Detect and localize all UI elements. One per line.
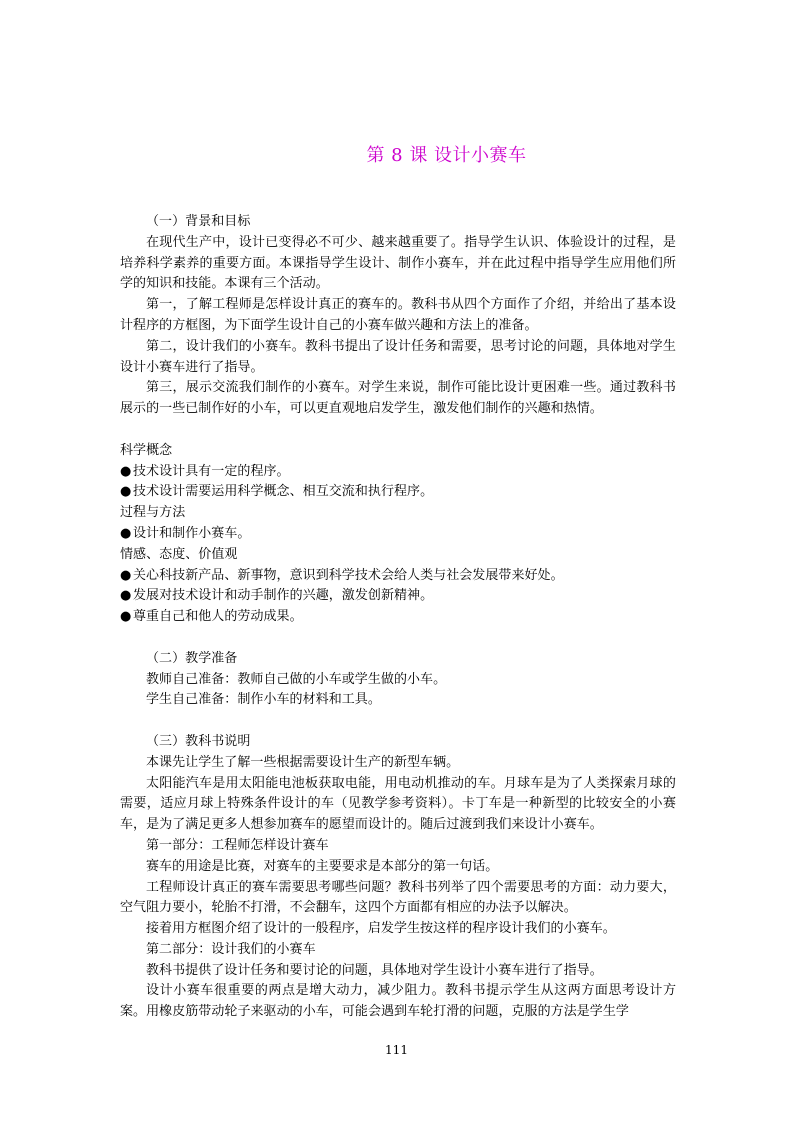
section-heading-preparation: （二）教学准备 bbox=[146, 650, 238, 666]
spacer bbox=[120, 711, 676, 732]
document-body bbox=[120, 212, 676, 1023]
page-number: 111 bbox=[385, 1043, 408, 1057]
textbook-paragraph-7: 设计小赛车很重要的两点是增大动力，减少阻力。教科书提示学生从这两方面思考设计方案。用橡皮筋带动轮子来驱动的小车，可能会遇到车轮打滑的问题，克服的方法是学生学 bbox=[120, 983, 676, 1020]
preparation-teacher: 教师自己准备：教师自己做的小车或学生做的小车。 bbox=[146, 671, 447, 687]
goal-item bbox=[120, 607, 676, 628]
page-title-text: 第 8 课 设计小赛车 bbox=[366, 145, 527, 166]
goal-heading-process-methods: 过程与方法 bbox=[120, 505, 186, 521]
goal-item bbox=[120, 482, 676, 503]
section-heading-textbook: （三）教科书说明 bbox=[146, 733, 251, 749]
bullet-icon: ● bbox=[120, 463, 132, 479]
page-title bbox=[0, 143, 793, 169]
preparation-student: 学生自己准备：制作小车的材料和工具。 bbox=[146, 692, 381, 708]
textbook-paragraph-5: 接着用方框图介绍了设计的一般程序，启发学生按这样的程序设计我们的小赛车。 bbox=[146, 921, 616, 937]
textbook-part-1-heading: 第一部分：工程师怎样设计赛车 bbox=[146, 837, 329, 853]
goal-item bbox=[120, 462, 676, 483]
textbook-paragraph-6: 教科书提供了设计任务和要讨论的问题，具体地对学生设计小赛车进行了指导。 bbox=[146, 962, 603, 978]
section-heading-background: （一）背景和目标 bbox=[146, 214, 251, 229]
background-paragraph-2: 第一，了解工程师是怎样设计真正的赛车的。教科书从四个方面作了介绍，并给出了基本设计程序的方框图，为下面学生设计自己的小赛车做兴趣和方法上的准备。 bbox=[120, 297, 676, 333]
bullet-icon: ● bbox=[120, 567, 132, 583]
goal-item-text: 尊重自己和他人的劳动成果。 bbox=[133, 609, 303, 625]
background-paragraph-1: 在现代生产中，设计已变得必不可少、越来越重要了。指导学生认识、体验设计的过程，是培养科学素养的重要方面。本课指导学生设计、制作小赛车，并在此过程中指导学生应用他们所学的知识和技能。本课有三个活动。 bbox=[120, 234, 676, 292]
textbook-paragraph-4: 工程师设计真正的赛车需要思考哪些问题？教科书列举了四个需要思考的方面：动力要大，空气阻力要小，轮胎不打滑，不会翻车，这四个方面都有相应的办法予以解决。 bbox=[120, 879, 676, 916]
textbook-paragraph-3: 赛车的用途是比赛，对赛车的主要要求是本部分的第一句话。 bbox=[146, 858, 499, 874]
textbook-part-2-heading: 第二部分：设计我们的小赛车 bbox=[146, 941, 316, 957]
goal-item-text: 技术设计具有一定的程序。 bbox=[133, 463, 290, 479]
goal-item bbox=[120, 586, 676, 607]
goal-item bbox=[120, 524, 676, 545]
bullet-icon: ● bbox=[120, 588, 132, 604]
bullet-icon: ● bbox=[120, 609, 132, 625]
goal-item-text: 设计和制作小赛车。 bbox=[133, 525, 251, 541]
goal-item-text: 技术设计需要运用科学概念、相互交流和执行程序。 bbox=[133, 484, 434, 500]
goal-item bbox=[120, 566, 676, 587]
textbook-paragraph-2: 太阳能汽车是用太阳能电池板获取电能，用电动机推动的车。月球车是为了人类探索月球的需要，适应月球上特殊条件设计的车（见教学参考资料）。卡丁车是一种新型的比较安全的小赛车，是为了满足更多人想参加赛车的愿望而设计的。随后过渡到我们来设计小赛车。 bbox=[120, 775, 676, 833]
spacer bbox=[120, 628, 676, 649]
goal-heading-science-concepts: 科学概念 bbox=[120, 442, 173, 458]
background-paragraph-4: 第三，展示交流我们制作的小赛车。对学生来说，制作可能比设计更困难一些。通过教科书展示的一些已制作好的小车，可以更直观地启发学生，激发他们制作的兴趣和热情。 bbox=[120, 380, 676, 417]
textbook-paragraph-1: 本课先让学生了解一些根据需要设计生产的新型车辆。 bbox=[146, 754, 460, 770]
bullet-icon: ● bbox=[120, 525, 132, 541]
spacer bbox=[120, 420, 676, 441]
goal-heading-attitudes: 情感、态度、价值观 bbox=[120, 546, 238, 562]
background-paragraph-3: 第二，设计我们的小赛车。教科书提出了设计任务和需要，思考讨论的问题，具体地对学生设计小赛车进行了指导。 bbox=[120, 338, 676, 375]
goal-item-text: 发展对技术设计和动手制作的兴趣，激发创新精神。 bbox=[133, 588, 434, 604]
goal-item-text: 关心科技新产品、新事物，意识到科学技术会给人类与社会发展带来好处。 bbox=[133, 567, 564, 583]
bullet-icon: ● bbox=[120, 484, 132, 500]
